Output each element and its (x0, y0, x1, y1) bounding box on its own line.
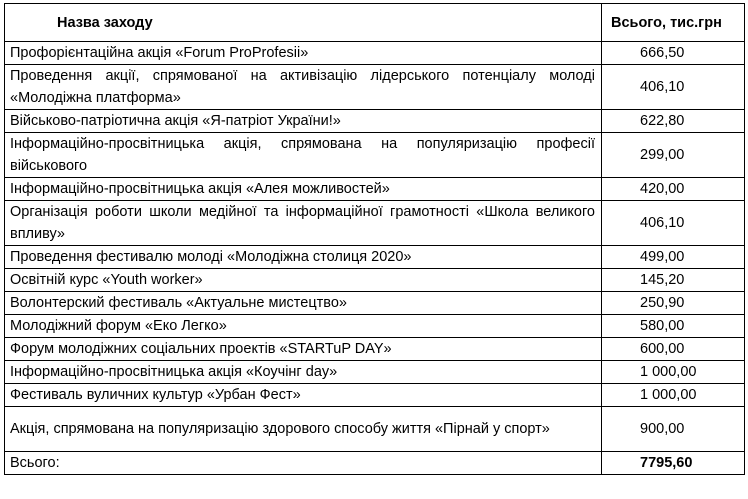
event-sum-cell: 420,00 (602, 178, 745, 201)
event-sum-cell: 406,10 (602, 65, 745, 110)
event-name-cell: Волонтерский фестиваль «Актуальне мистецтво» (5, 292, 602, 315)
event-sum-cell: 900,00 (602, 407, 745, 452)
table-row (5, 110, 745, 133)
total-label-cell: Всього: (5, 452, 602, 475)
event-sum-cell: 145,20 (602, 269, 745, 292)
event-name-cell: Проведення акції, спрямованої на активізацію лідерського потенціалу молоді «Молодіжна платформа» (5, 65, 602, 110)
table-row (5, 338, 745, 361)
table-row (5, 65, 745, 110)
event-sum-cell: 622,80 (602, 110, 745, 133)
table-header-row (5, 4, 745, 42)
table-row (5, 315, 745, 338)
event-sum-cell: 1 000,00 (602, 361, 745, 384)
event-name-cell: Форум молодіжних соціальних проектів «STARTuP DAY» (5, 338, 602, 361)
event-sum-cell: 666,50 (602, 42, 745, 65)
event-sum-cell: 600,00 (602, 338, 745, 361)
header-total-sum: Всього, тис.грн (602, 4, 745, 42)
table-total-row (5, 452, 745, 475)
table-row (5, 292, 745, 315)
events-budget-table (4, 3, 745, 475)
event-sum-cell: 580,00 (602, 315, 745, 338)
event-sum-cell: 499,00 (602, 246, 745, 269)
event-name-cell: Освітній курс «Youth worker» (5, 269, 602, 292)
event-name-cell: Профорієнтаційна акція «Forum ProProfesii» (5, 42, 602, 65)
event-name-cell: Акція, спрямована на популяризацію здорового способу життя «Пірнай у спорт» (5, 407, 602, 452)
event-name-cell: Інформаційно-просвітницька акція «Коучінг day» (5, 361, 602, 384)
event-sum-cell: 1 000,00 (602, 384, 745, 407)
event-name-cell: Інформаційно-просвітницька акція, спрямована на популяризацію професії військового (5, 133, 602, 178)
table-row (5, 384, 745, 407)
event-name-cell: Військово-патріотична акція «Я-патріот України!» (5, 110, 602, 133)
total-sum-cell: 7795,60 (602, 452, 745, 475)
header-event-name: Назва заходу (5, 4, 602, 42)
table-row (5, 133, 745, 178)
table-row (5, 269, 745, 292)
event-name-cell: Молодіжний форум «Еко Легко» (5, 315, 602, 338)
event-sum-cell: 299,00 (602, 133, 745, 178)
event-name-cell: Фестиваль вуличних культур «Урбан Фест» (5, 384, 602, 407)
event-name-cell: Організація роботи школи медійної та інформаційної грамотності «Школа великого впливу» (5, 201, 602, 246)
table-row (5, 42, 745, 65)
table-row (5, 201, 745, 246)
table-row (5, 407, 745, 452)
table-row (5, 361, 745, 384)
table-row (5, 178, 745, 201)
event-name-cell: Інформаційно-просвітницька акція «Алея можливостей» (5, 178, 602, 201)
event-sum-cell: 406,10 (602, 201, 745, 246)
event-name-cell: Проведення фестивалю молоді «Молодіжна столиця 2020» (5, 246, 602, 269)
event-sum-cell: 250,90 (602, 292, 745, 315)
table-row (5, 246, 745, 269)
